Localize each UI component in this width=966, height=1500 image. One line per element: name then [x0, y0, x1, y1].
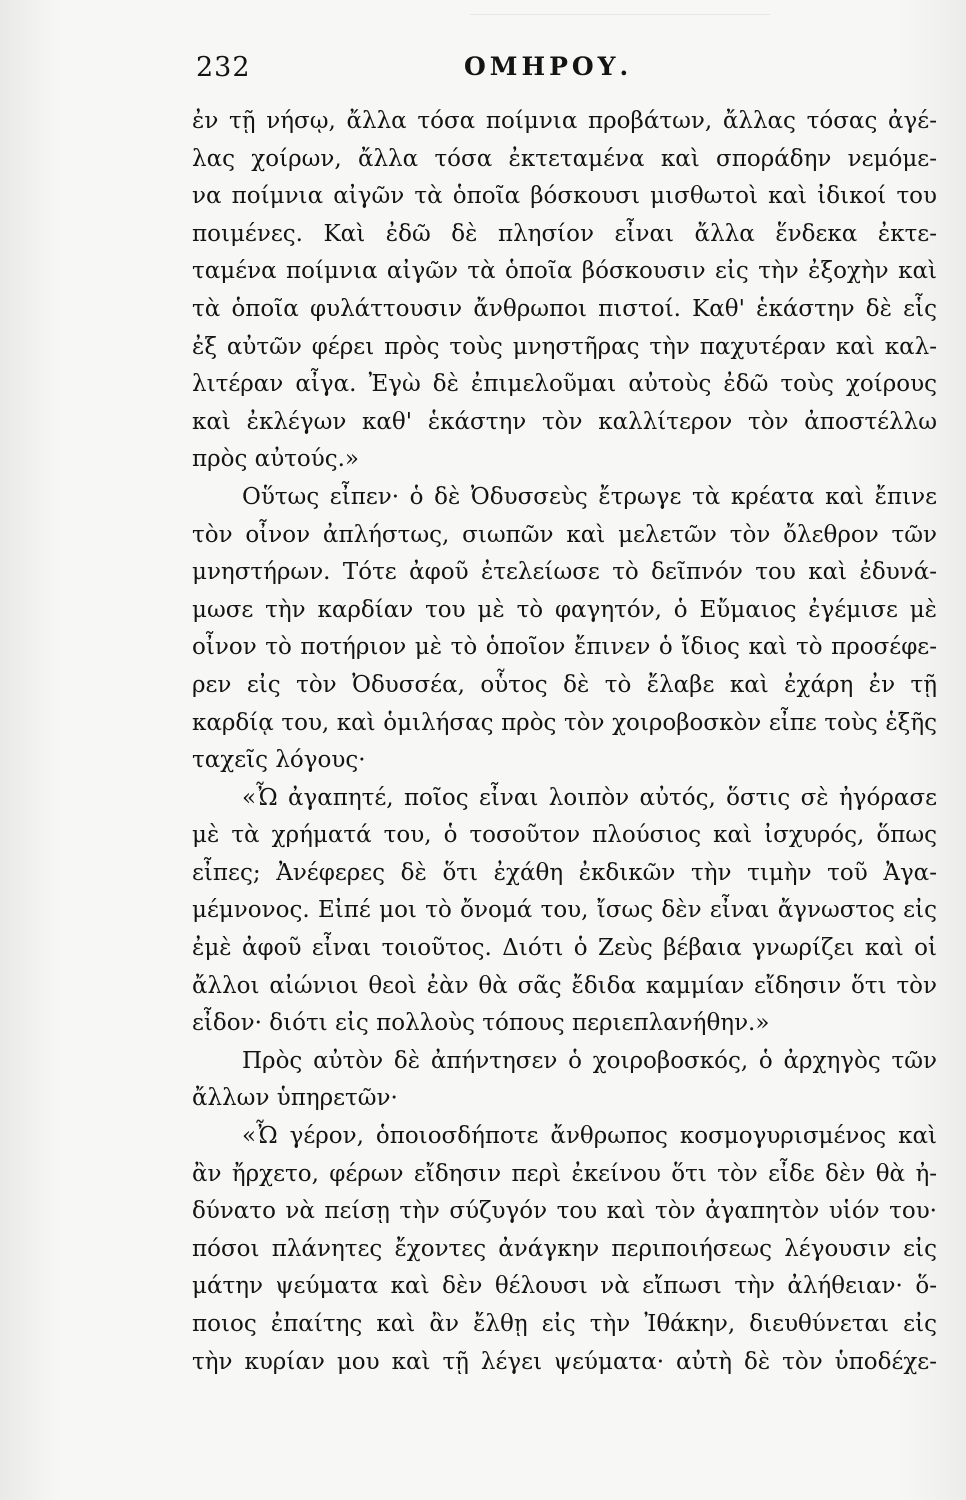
text-line: τὰ ὁποῖα φυλάττουσιν ἄνθρωποι πιστοί. Καθ' ἑκάστην δὲ εἷς [192, 295, 937, 322]
paragraph-start-line: Πρὸς αὐτὸν δὲ ἀπήντησεν ὁ χοιροβοσκός, ὁ ἀρχηγὸς τῶν [242, 1047, 937, 1074]
text-line: ποιμένες. Καὶ ἐδῶ δὲ πλησίον εἶναι ἄλλα ἕνδεκα ἐκτε- [192, 220, 937, 247]
text-line: καὶ ἐκλέγων καθ' ἑκάστην τὸν καλλίτερον τὸν ἀποστέλλω [192, 408, 937, 435]
text-line: τὴν κυρίαν μου καὶ τῇ λέγει ψεύματα· αὐτὴ δὲ τὸν ὑποδέχε- [192, 1348, 937, 1375]
text-line: μάτην ψεύματα καὶ δὲν θέλουσι νὰ εἴπωσι τὴν ἀλήθειαν· ὅ- [192, 1273, 937, 1300]
text-line: ἄλλοι αἰώνιοι θεοὶ ἐὰν θὰ σᾶς ἔδιδα καμμίαν εἴδησιν ὅτι τὸν [192, 972, 937, 999]
text-line: μέμνονος. Εἰπέ μοι τὸ ὄνομά του, ἴσως δὲν εἶναι ἄγνωστος εἰς [192, 897, 937, 924]
text-line: μὲ τὰ χρήματά του, ὁ τοσοῦτον πλούσιος καὶ ἰσχυρός, ὅπως [192, 822, 937, 849]
text-line: τὸν οἶνον ἀπλήστως, σιωπῶν καὶ μελετῶν τὸν ὄλεθρον τῶν [192, 521, 937, 548]
text-line: να ποίμνια αἰγῶν τὰ ὁποῖα βόσκουσι μισθωτοὶ καὶ ἰδικοί του [192, 183, 937, 210]
paragraph-start-line: Οὕτως εἶπεν· ὁ δὲ Ὀδυσσεὺς ἔτρωγε τὰ κρέατα καὶ ἔπινε [242, 483, 937, 510]
text-line: μνηστήρων. Τότε ἀφοῦ ἐτελείωσε τὸ δεῖπνόν του καὶ ἐδυνά- [192, 559, 937, 586]
text-line: ταχεῖς λόγους· [192, 747, 366, 774]
text-line: πόσοι πλάνητες ἔχοντες ἀνάγκην περιποιήσεως λέγουσιν εἰς [192, 1235, 937, 1262]
text-line: λας χοίρων, ἄλλα τόσα ἐκτεταμένα καὶ σποράδην νεμόμε- [192, 145, 937, 172]
text-line: ποιος ἐπαίτης καὶ ἂν ἔλθῃ εἰς τὴν Ἰθάκην, διευθύνεται εἰς [192, 1311, 937, 1337]
text-line: πρὸς αὐτούς.» [192, 446, 360, 473]
text-line: λιτέραν αἶγα. Ἐγὼ δὲ ἐπιμελοῦμαι αὐτοὺς ἐδῶ τοὺς χοίρους [192, 371, 937, 398]
text-line: μωσε τὴν καρδίαν του μὲ τὸ φαγητόν, ὁ Εὔμαιος ἐγέμισε μὲ [192, 596, 937, 623]
text-line: δύνατο νὰ πείσῃ τὴν σύζυγόν του καὶ τὸν ἀγαπητὸν υἱόν του· [192, 1198, 937, 1225]
text-line: ἂν ἤρχετο, φέρων εἴδησιν περὶ ἐκείνου ὅτι τὸν εἶδε δὲν θὰ ἠ- [192, 1160, 937, 1187]
page-header [196, 52, 936, 92]
paragraph-start-line: «Ὦ ἀγαπητέ, ποῖος εἶναι λοιπὸν αὐτός, ὅστις σὲ ἠγόρασε [242, 784, 937, 811]
bleed-through-mark [470, 0, 770, 15]
text-line: ἐμὲ ἀφοῦ εἶναι τοιοῦτος. Διότι ὁ Ζεὺς βέβαια γνωρίζει καὶ οἱ [192, 935, 937, 962]
text-line: ἐξ αὐτῶν φέρει πρὸς τοὺς μνηστῆρας τὴν παχυτέραν καὶ καλ- [192, 333, 937, 360]
text-line: ἄλλων ὑπηρετῶν· [192, 1085, 398, 1112]
text-line: ρεν εἰς τὸν Ὀδυσσέα, οὗτος δὲ τὸ ἔλαβε καὶ ἐχάρη ἐν τῇ [192, 671, 937, 698]
running-title: ΟΜΗΡΟΥ. [464, 52, 633, 81]
paragraph-start-line: «Ὦ γέρον, ὁποιοσδήποτε ἄνθρωπος κοσμογυρισμένος καὶ [242, 1123, 937, 1150]
text-line: εἶδον· διότι εἰς πολλοὺς τόπους περιεπλανήθην.» [192, 1010, 770, 1037]
text-line: καρδίᾳ του, καὶ ὁμιλήσας πρὸς τὸν χοιροβοσκὸν εἶπε τοὺς ἑξῆς [192, 709, 937, 736]
text-line: εἶπες; Ἀνέφερες δὲ ὅτι ἐχάθη ἐκδικῶν τὴν τιμὴν τοῦ Ἀγα- [192, 859, 937, 886]
body-text [192, 103, 937, 1381]
text-line: ἐν τῇ νήσῳ, ἄλλα τόσα ποίμνια προβάτων, ἄλλας τόσας ἀγέ- [192, 108, 937, 134]
text-line: ταμένα ποίμνια αἰγῶν τὰ ὁποῖα βόσκουσιν εἰς τὴν ἐξοχὴν καὶ [192, 258, 937, 285]
text-line: οἶνον τὸ ποτήριον μὲ τὸ ὁποῖον ἔπινεν ὁ ἴδιος καὶ τὸ προσέφε- [192, 634, 937, 661]
page-number: 232 [196, 52, 251, 83]
